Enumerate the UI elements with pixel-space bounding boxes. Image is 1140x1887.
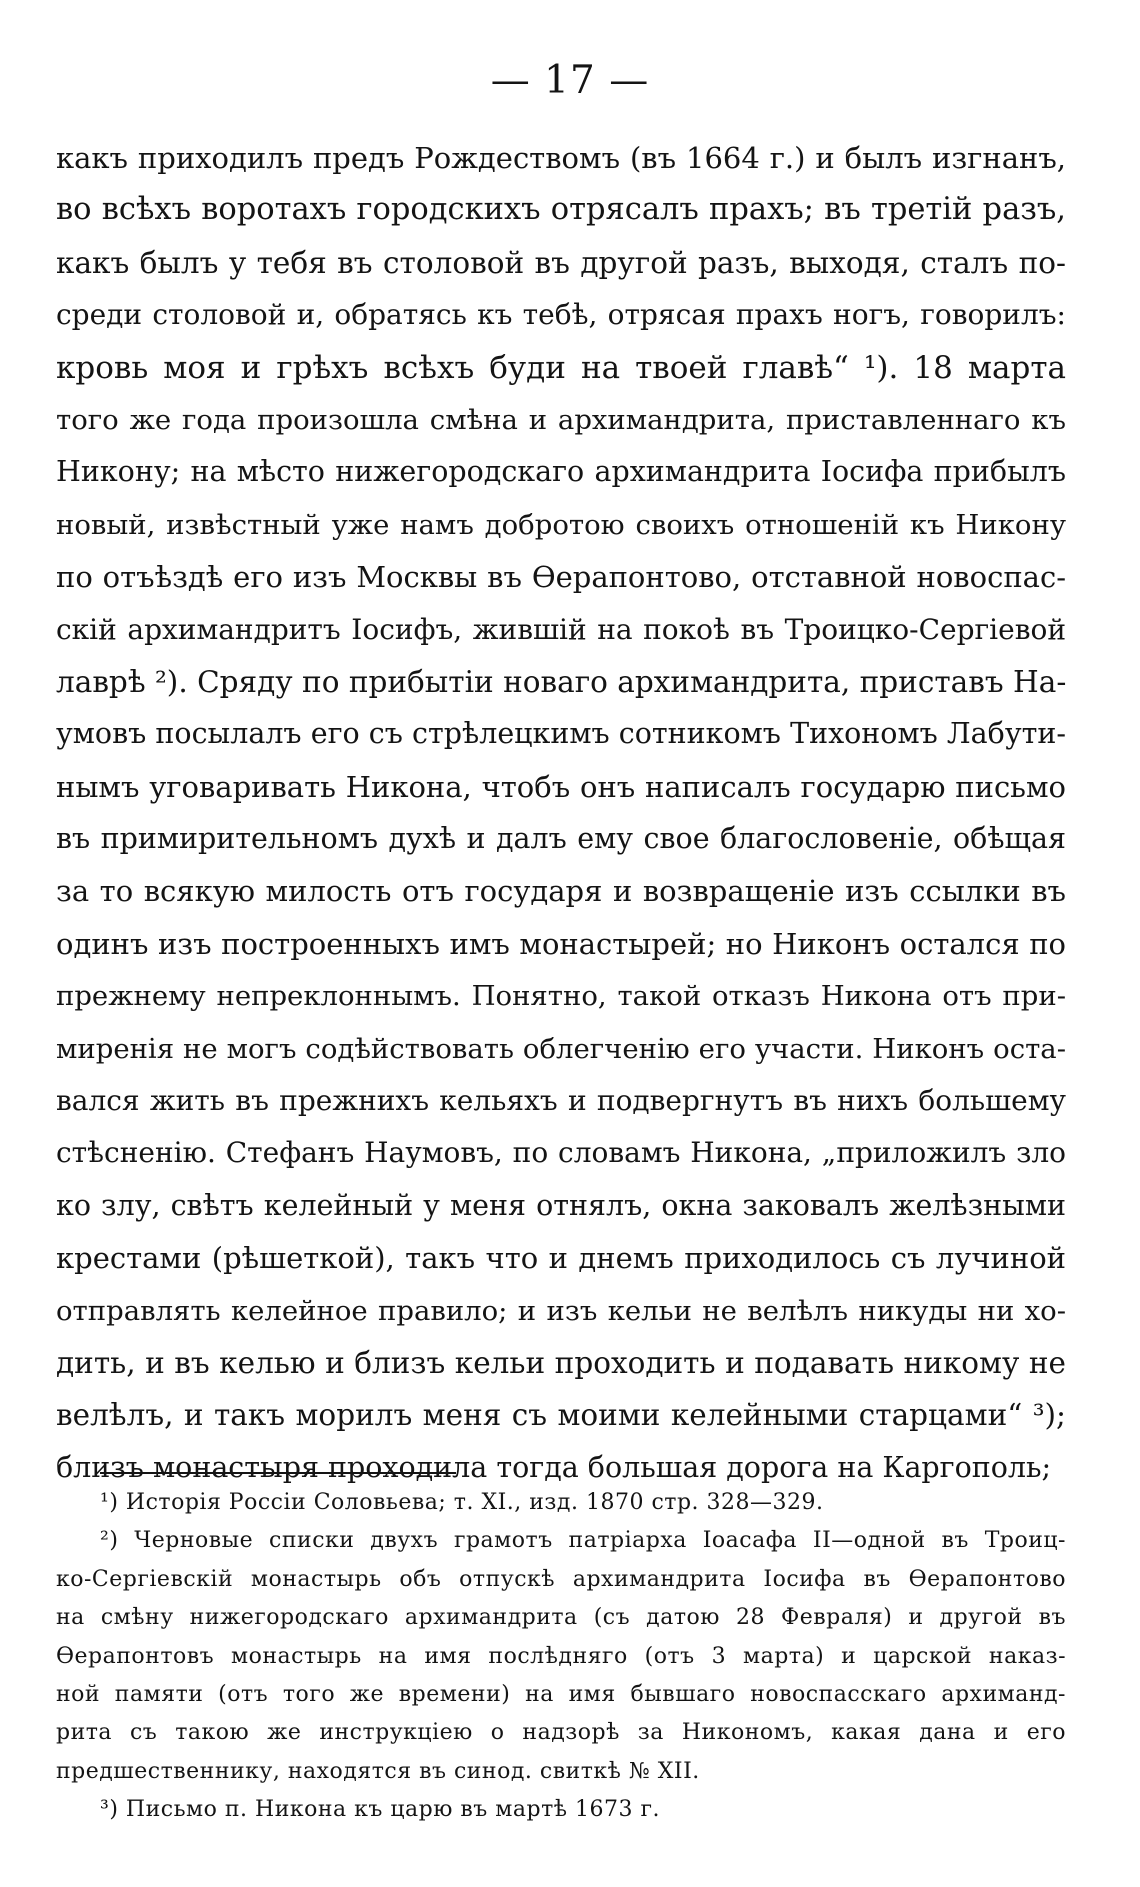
body-line: того же года произошла смѣна и архимандрита, приставленнаго къ — [56, 403, 1066, 436]
body-line: велѣлъ, и такъ морилъ меня съ моими келейными старцами“ ³); — [56, 1398, 1066, 1433]
body-line: дить, и въ келью и близъ кельи проходить и подавать никому не — [56, 1345, 1066, 1380]
footnote-2-line: рита съ такою же инструкціею о надзорѣ за Никономъ, какая дана и его — [56, 1720, 1066, 1746]
body-line: ко злу, свѣтъ келейный у меня отнялъ, окна заковалъ желѣзными — [56, 1188, 1066, 1222]
footnote-1: ¹) Исторія Россіи Соловьева; т. XI., изд. 1870 стр. 328—329. — [100, 1490, 824, 1515]
footnote-2-line: ²) Черновые списки двухъ грамотъ патріарха Іоасафа II—одной въ Троиц- — [100, 1528, 1066, 1554]
footnote-2-line: на смѣну нижегородскаго архимандрита (съ датою 28 Февраля) и другой въ — [56, 1605, 1066, 1631]
body-line: по отъѣздѣ его изъ Москвы въ Ѳерапонтово, отставной новоспас- — [56, 560, 1066, 595]
body-line: какъ приходилъ предъ Рождествомъ (въ 1664 г.) и былъ изгнанъ, — [56, 141, 1066, 175]
body-line: отправлять келейное правило; и изъ кельи не велѣлъ никуды ни хо- — [56, 1294, 1066, 1327]
body-line: нымъ уговаривать Никона, чтобъ онъ написалъ государю письмо — [56, 769, 1066, 804]
body-line: умовъ посылалъ его съ стрѣлецкимъ сотникомъ Тихономъ Лабути- — [56, 717, 1066, 751]
body-line: Никону; на мѣсто нижегородскаго архимандрита Іосифа прибылъ — [56, 455, 1066, 489]
page-number: — 17 — — [490, 58, 650, 103]
body-line: скій архимандритъ Іосифъ, жившій на покоѣ въ Троицко-Сергіевой — [56, 612, 1066, 646]
body-line: за то всякую милость отъ государя и возвращеніе изъ ссылки въ — [56, 874, 1066, 909]
body-line: одинъ изъ построенныхъ имъ монастырей; но Никонъ остался по — [56, 926, 1066, 961]
body-line: крестами (рѣшеткой), такъ что и днемъ приходилось съ лучиной — [56, 1241, 1066, 1276]
body-line: среди столовой и, обратясь къ тебѣ, отрясая прахъ ногъ, говорилъ: — [56, 298, 1066, 332]
body-line: новый, извѣстный уже намъ добротою своихъ отношеній къ Никону — [56, 508, 1066, 541]
body-line: кровь моя и грѣхъ всѣхъ буди на твоей главѣ“ ¹). 18 марта — [56, 349, 1066, 386]
body-line: стѣсненію. Стефанъ Наумовъ, по словамъ Никона, „приложилъ зло — [56, 1136, 1066, 1170]
body-line: миренія не могъ содѣйствовать облегченію его участи. Никонъ оста- — [56, 1032, 1066, 1065]
body-line: лаврѣ ²). Сряду по прибытіи новаго архимандрита, приставъ На- — [56, 664, 1067, 699]
footnote-2-line: Ѳерапонтовъ монастырь на имя послѣдняго (отъ 3 марта) и царской наказ- — [56, 1643, 1066, 1669]
body-line: во всѣхъ воротахъ городскихъ отрясалъ прахъ; въ третій разъ, — [56, 192, 1066, 228]
body-line: близъ монастыря проходила тогда большая дорога на Каргополь; — [56, 1450, 1052, 1484]
footnote-3: ³) Письмо п. Никона къ царю въ мартѣ 1673 г. — [100, 1797, 661, 1823]
body-line: въ примирительномъ духѣ и далъ ему свое благословеніе, обѣщая — [56, 822, 1066, 856]
body-line: прежнему непреклоннымъ. Понятно, такой отказъ Никона отъ при- — [56, 980, 1066, 1013]
body-line: вался жить въ прежнихъ кельяхъ и подвергнутъ въ нихъ большему — [56, 1084, 1066, 1118]
footnote-2-line: ко-Сергіевскій монастырь объ отпускѣ архимандрита Іосифа въ Ѳерапонтово — [56, 1566, 1066, 1592]
footnote-2-line: ной памяти (отъ того же времени) на имя бывшаго новоспасскаго архиманд- — [56, 1681, 1066, 1707]
footnote-divider — [100, 1472, 456, 1474]
footnotes — [56, 1484, 1066, 1830]
footnote-2-line: предшественнику, находятся въ синод. свиткѣ № XII. — [56, 1758, 700, 1784]
body-line: какъ былъ у тебя въ столовой въ другой разъ, выходя, сталъ по- — [56, 245, 1066, 280]
body-text — [56, 132, 1066, 1494]
